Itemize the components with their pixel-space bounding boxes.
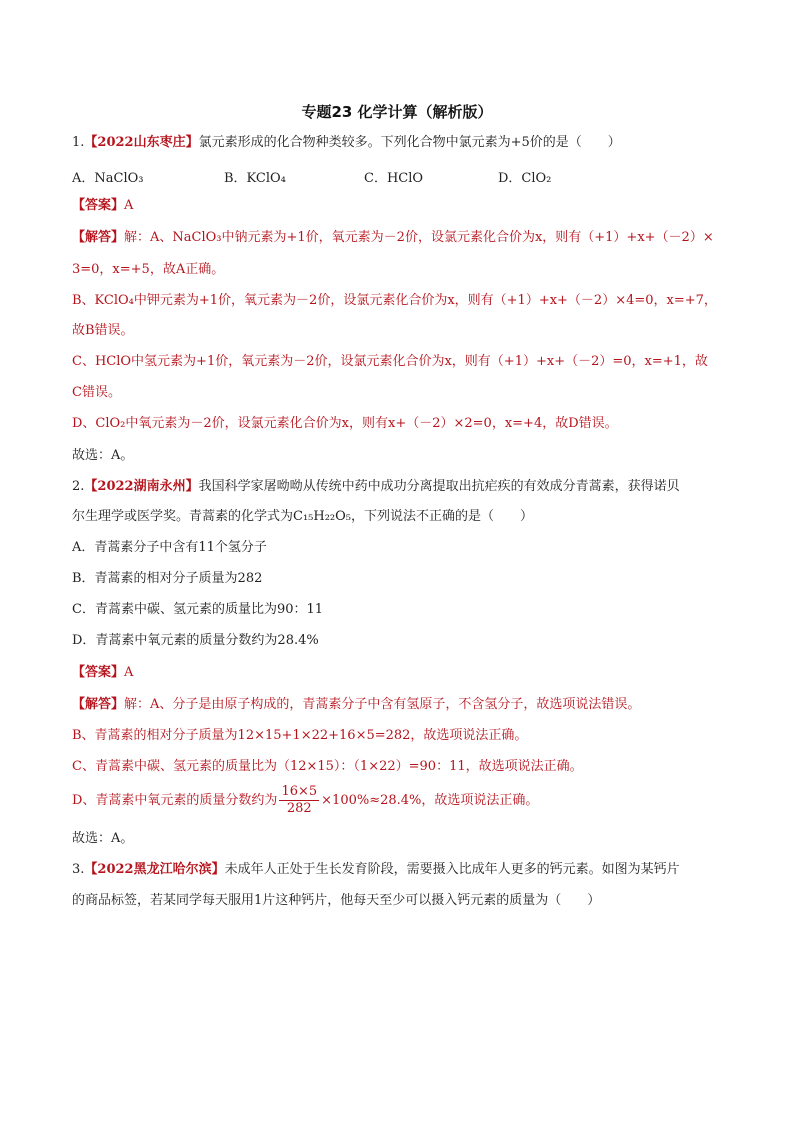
q1-explanation-line: C、HClO中氢元素为+1价，氧元素为－2价，设氯元素化合价为x，则有（+1）+x+（－2）=0，x=+1，故 [72,354,708,369]
q2-option-b: B．青蒿素的相对分子质量为282 [72,571,263,586]
q1-option-d: D．ClO₂ [498,171,552,186]
q2-explanation-line-d [72,784,538,817]
q3-stem [72,861,680,879]
q2-text: 我国科学家屠呦呦从传统中药中成功分离提取出抗疟疾的有效成分青蒿素，获得诺贝 [198,479,680,494]
q2-source: 【2022湖南永州】 [84,479,199,494]
fraction [279,784,319,817]
q2-option-a: A．青蒿素分子中含有11个氢分子 [72,540,267,555]
q2-number: 2. [72,479,85,494]
q3-text: 未成年人正处于生长发育阶段，需要摄入比成年人更多的钙元素。如图为某钙片 [224,862,680,877]
q1-number: 1. [72,135,85,150]
q1-option-a: A．NaClO₃ [72,171,144,186]
q1-option-c: C．HClO [364,171,424,186]
fraction-denominator: 282 [286,801,312,816]
q3-number: 3. [72,862,85,877]
q2-answer-tag: 【答案】 [72,665,125,680]
q1-explanation-text: 解：A、NaClO₃中钠元素为+1价，氧元素为－2价，设氯元素化合价为x，则有（+1）+x+（－2）× [124,230,714,245]
q2-stem [72,478,680,496]
q1-answer [72,197,133,215]
q1-explanation-line [72,229,714,247]
q2-choose: 故选：A。 [72,831,134,846]
fraction-numerator: 16×5 [281,784,318,799]
q2-explanation-line [72,696,640,714]
q1-source: 【2022山东枣庄】 [84,135,199,150]
q1-explanation-line: B、KClO₄中钾元素为+1价，氧元素为－2价，设氯元素化合价为x，则有（+1）+x+（－2）×4=0，x=+7， [72,293,717,308]
q1-explanation-line: C错误。 [72,385,121,400]
q1-answer-tag: 【答案】 [72,198,125,213]
q3-source: 【2022黑龙江哈尔滨】 [84,862,225,877]
q2-explanation-text: 解：A、分子是由原子构成的，青蒿素分子中含有氢原子，不含氢分子，故选项说法错误。 [124,697,641,712]
q2-explanation-d-pre: D、青蒿素中氧元素的质量分数约为 [72,793,278,808]
q1-answer-value: A [124,198,134,213]
q1-explanation-line: D、ClO₂中氧元素为－2价，设氯元素化合价为x，则有x+（－2）×2=0，x=+4，故D错误。 [72,416,618,431]
q1-explanation-line: 3=0，x=+5，故A正确。 [72,262,225,277]
q1-explanation-tag: 【解答】 [72,230,125,245]
q2-option-c: C．青蒿素中碳、氢元素的质量比为90：11 [72,602,324,617]
q1-text: 氯元素形成的化合物种类较多。下列化合物中氯元素为+5价的是（ ） [198,135,621,150]
q1-choose: 故选：A。 [72,448,134,463]
q1-explanation-line: 故B错误。 [72,323,134,338]
q2-explanation-tag: 【解答】 [72,697,125,712]
q1-stem [72,134,621,152]
q2-answer-value: A [124,665,134,680]
q1-option-b: B．KClO₄ [224,171,286,186]
q2-stem-line-2: 尔生理学或医学奖。青蒿素的化学式为C₁₅H₂₂O₅，下列说法不正确的是（ ） [72,509,533,524]
q2-answer [72,664,133,682]
q2-option-d: D．青蒿素中氧元素的质量分数约为28.4% [72,633,319,648]
q2-explanation-line: C、青蒿素中碳、氢元素的质量比为（12×15）：（1×22）=90：11，故选项说法正确。 [72,759,583,774]
page-title: 专题23 化学计算（解析版） [301,103,493,121]
q2-explanation-line: B、青蒿素的相对分子质量为12×15+1×22+16×5=282，故选项说法正确。 [72,728,528,743]
q2-explanation-d-post: ×100%≈28.4%，故选项说法正确。 [321,793,539,808]
q3-stem-line-2: 的商品标签，若某同学每天服用1片这种钙片，他每天至少可以摄入钙元素的质量为（ ） [72,893,601,908]
